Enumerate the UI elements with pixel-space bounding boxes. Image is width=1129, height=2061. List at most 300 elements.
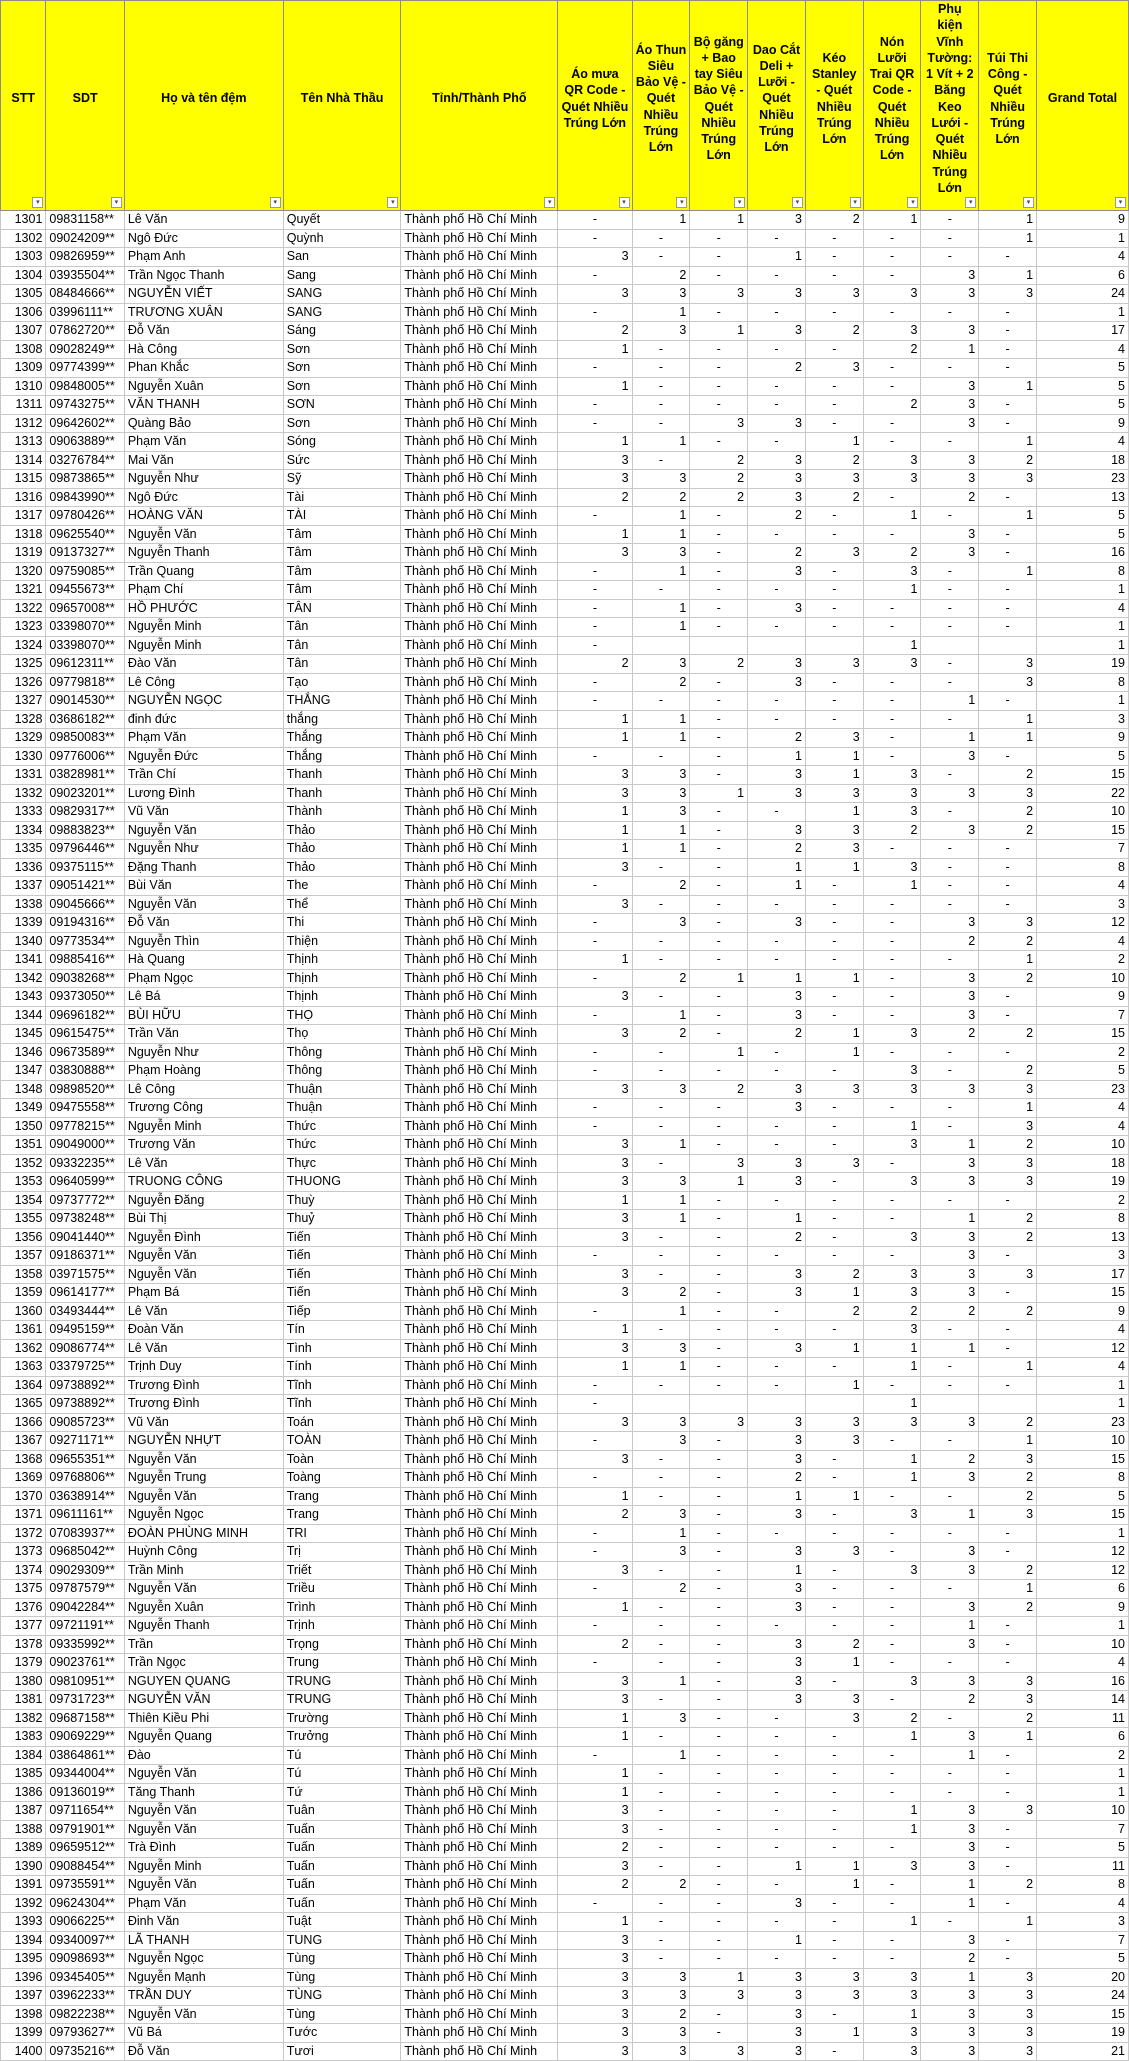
table-cell: 3	[558, 470, 632, 489]
table-cell: 1322	[1, 599, 46, 618]
table-cell: 5	[1037, 747, 1129, 766]
table-cell: 2	[863, 544, 921, 563]
table-cell: Đỗ Văn	[124, 2042, 283, 2061]
filter-dropdown-icon[interactable]: ▾	[792, 197, 803, 208]
table-cell: -	[558, 673, 632, 692]
table-cell: 09023201**	[46, 784, 124, 803]
table-cell: Thành phố Hồ Chí Minh	[401, 248, 558, 267]
table-cell: -	[805, 1062, 863, 1081]
table-cell: -	[805, 914, 863, 933]
table-row	[1, 1524, 1129, 1543]
table-cell: Thành phố Hồ Chí Minh	[401, 932, 558, 951]
table-cell: -	[748, 1043, 806, 1062]
table-cell: 1	[863, 1820, 921, 1839]
table-cell: 3	[805, 1432, 863, 1451]
table-cell: 1	[558, 803, 632, 822]
filter-dropdown-icon[interactable]: ▾	[907, 197, 918, 208]
table-cell: -	[921, 1321, 979, 1340]
table-cell: 1	[863, 581, 921, 600]
table-row	[1, 211, 1129, 230]
table-row	[1, 1154, 1129, 1173]
table-cell: 1380	[1, 1672, 46, 1691]
table-cell: Thành phố Hồ Chí Minh	[401, 1321, 558, 1340]
table-cell: 3	[921, 784, 979, 803]
table-cell	[748, 1395, 806, 1414]
table-cell: -	[632, 1561, 690, 1580]
table-cell: 2	[921, 1302, 979, 1321]
table-cell: Tâm	[283, 562, 401, 581]
table-cell: 1	[805, 969, 863, 988]
filter-dropdown-icon[interactable]: ▾	[734, 197, 745, 208]
table-cell: 2	[558, 322, 632, 341]
table-cell: Thông	[283, 1062, 401, 1081]
table-cell: 3	[558, 1987, 632, 2006]
table-cell: Trương Văn	[124, 1136, 283, 1155]
table-cell: 09735591**	[46, 1876, 124, 1895]
table-cell: TOÀN	[283, 1432, 401, 1451]
table-cell: Phạm Văn	[124, 433, 283, 452]
table-cell: -	[921, 1432, 979, 1451]
table-cell: 09883823**	[46, 821, 124, 840]
table-cell: 3	[863, 1672, 921, 1691]
table-cell: Nguyễn Thanh	[124, 544, 283, 563]
table-cell: -	[690, 821, 748, 840]
table-cell: 09768806**	[46, 1469, 124, 1488]
table-row	[1, 488, 1129, 507]
table-cell: 3	[979, 1691, 1037, 1710]
table-cell: 1336	[1, 858, 46, 877]
table-cell: 1	[558, 1765, 632, 1784]
table-cell: 2	[632, 1580, 690, 1599]
table-cell: 09136019**	[46, 1783, 124, 1802]
filter-dropdown-icon[interactable]: ▾	[850, 197, 861, 208]
table-cell: Thành phố Hồ Chí Minh	[401, 1709, 558, 1728]
table-cell: 1399	[1, 2024, 46, 2043]
table-cell: -	[863, 1635, 921, 1654]
table-cell: 22	[1037, 784, 1129, 803]
table-cell: -	[921, 303, 979, 322]
table-cell: 1361	[1, 1321, 46, 1340]
table-cell: 1	[1037, 1617, 1129, 1636]
table-cell: -	[805, 988, 863, 1007]
table-cell: 1341	[1, 951, 46, 970]
filter-dropdown-icon[interactable]: ▾	[270, 197, 281, 208]
table-cell: 3	[863, 2024, 921, 2043]
table-row	[1, 655, 1129, 674]
table-cell: 15	[1037, 1284, 1129, 1303]
table-cell: Nguyễn Văn	[124, 895, 283, 914]
table-cell: Toàn	[283, 1450, 401, 1469]
table-cell: 3	[921, 377, 979, 396]
table-cell: -	[690, 2005, 748, 2024]
table-cell: Thành phố Hồ Chí Minh	[401, 414, 558, 433]
table-cell: Thành phố Hồ Chí Minh	[401, 1043, 558, 1062]
table-cell: 1	[632, 525, 690, 544]
table-cell: -	[632, 1728, 690, 1747]
table-cell: 3	[558, 544, 632, 563]
table-cell: 3	[558, 1136, 632, 1155]
table-cell: -	[805, 562, 863, 581]
table-cell: Phạm Văn	[124, 729, 283, 748]
table-cell: 1381	[1, 1691, 46, 1710]
table-cell: 1359	[1, 1284, 46, 1303]
table-cell: -	[690, 1487, 748, 1506]
table-cell: Nguyễn Văn	[124, 2005, 283, 2024]
table-cell: Sơn	[283, 414, 401, 433]
table-cell: Thành phố Hồ Chí Minh	[401, 377, 558, 396]
table-cell: 1398	[1, 2005, 46, 2024]
table-cell: -	[863, 377, 921, 396]
table-cell: -	[748, 618, 806, 637]
table-cell: 1304	[1, 266, 46, 285]
column-header	[46, 1, 124, 211]
table-row	[1, 1210, 1129, 1229]
table-cell: -	[979, 1617, 1037, 1636]
table-cell: -	[558, 562, 632, 581]
table-cell: 1309	[1, 359, 46, 378]
table-cell: -	[863, 1099, 921, 1118]
table-cell: 3	[863, 451, 921, 470]
table-cell: Thành phố Hồ Chí Minh	[401, 1062, 558, 1081]
table-cell: 1	[921, 1136, 979, 1155]
filter-dropdown-icon[interactable]: ▾	[619, 197, 630, 208]
table-cell: Thành phố Hồ Chí Minh	[401, 1524, 558, 1543]
table-cell: Nguyễn Thìn	[124, 932, 283, 951]
table-cell: 1	[632, 507, 690, 526]
column-header-label: Kéo Stanley - Quét Nhiều Trúng Lớn	[812, 50, 857, 146]
table-cell: 3	[921, 1413, 979, 1432]
table-row	[1, 673, 1129, 692]
table-cell: -	[690, 692, 748, 711]
table-cell: Thuỳ	[283, 1191, 401, 1210]
table-cell: -	[748, 1191, 806, 1210]
table-cell: -	[805, 1006, 863, 1025]
table-cell: -	[863, 1006, 921, 1025]
table-cell: 03276784**	[46, 451, 124, 470]
table-cell: 09848005**	[46, 377, 124, 396]
table-cell: 3	[558, 1265, 632, 1284]
table-cell: 09088454**	[46, 1857, 124, 1876]
table-cell: San	[283, 248, 401, 267]
table-cell: 3	[748, 285, 806, 304]
table-cell: -	[558, 359, 632, 378]
table-cell: Thành phố Hồ Chí Minh	[401, 1450, 558, 1469]
table-cell: 3	[863, 1136, 921, 1155]
table-cell: 17	[1037, 322, 1129, 341]
table-cell: Lương Đình	[124, 784, 283, 803]
table-cell: -	[558, 1376, 632, 1395]
table-cell: 1331	[1, 766, 46, 785]
table-cell: 1	[558, 1709, 632, 1728]
table-cell: -	[558, 266, 632, 285]
table-cell: 2	[748, 1469, 806, 1488]
table-cell: 1	[805, 1284, 863, 1303]
table-row	[1, 544, 1129, 563]
table-cell: Thành phố Hồ Chí Minh	[401, 1654, 558, 1673]
table-cell: 1	[863, 507, 921, 526]
table-cell: 09049000**	[46, 1136, 124, 1155]
table-body	[1, 211, 1129, 2061]
table-cell: 1	[863, 877, 921, 896]
table-cell: -	[805, 303, 863, 322]
filter-dropdown-icon[interactable]: ▾	[965, 197, 976, 208]
table-cell: 1383	[1, 1728, 46, 1747]
table-cell: -	[805, 525, 863, 544]
table-cell: Thành phố Hồ Chí Minh	[401, 784, 558, 803]
table-cell: 1351	[1, 1136, 46, 1155]
filter-dropdown-icon[interactable]: ▾	[1115, 197, 1126, 208]
table-cell: -	[863, 618, 921, 637]
table-cell: -	[632, 1247, 690, 1266]
table-cell: 23	[1037, 1413, 1129, 1432]
table-cell: -	[558, 1524, 632, 1543]
table-cell: Thành phố Hồ Chí Minh	[401, 396, 558, 415]
table-cell: 1395	[1, 1950, 46, 1969]
table-cell: 2	[690, 1080, 748, 1099]
table-cell: 3	[921, 747, 979, 766]
table-cell: 2	[921, 1025, 979, 1044]
table-cell: 2	[921, 932, 979, 951]
table-cell: -	[805, 895, 863, 914]
table-cell: -	[805, 1136, 863, 1155]
table-cell: -	[690, 729, 748, 748]
table-cell: 3	[863, 1968, 921, 1987]
table-cell: Tĩnh	[283, 1376, 401, 1395]
table-cell: Sáng	[283, 322, 401, 341]
table-cell: -	[558, 618, 632, 637]
table-cell: -	[805, 414, 863, 433]
table-cell: 09711654**	[46, 1802, 124, 1821]
table-cell: -	[863, 1876, 921, 1895]
table-cell: Tiến	[283, 1265, 401, 1284]
table-cell: Trình	[283, 1598, 401, 1617]
table-cell: 3	[558, 1802, 632, 1821]
table-cell: -	[805, 340, 863, 359]
table-cell: -	[921, 1783, 979, 1802]
table-cell: 1	[805, 1025, 863, 1044]
table-cell: -	[921, 1524, 979, 1543]
table-cell: 09759085**	[46, 562, 124, 581]
table-cell: 3	[558, 1561, 632, 1580]
table-cell: 1	[863, 1339, 921, 1358]
table-cell: 3	[921, 1173, 979, 1192]
table-cell: 1	[632, 211, 690, 230]
table-cell: 09796446**	[46, 840, 124, 859]
table-cell: -	[805, 1358, 863, 1377]
table-cell: -	[748, 1062, 806, 1081]
table-cell: Thành phố Hồ Chí Minh	[401, 266, 558, 285]
filter-dropdown-icon[interactable]: ▾	[544, 197, 555, 208]
table-cell: -	[748, 692, 806, 711]
filter-dropdown-icon[interactable]: ▾	[676, 197, 687, 208]
table-cell: -	[921, 562, 979, 581]
table-cell: 2	[748, 729, 806, 748]
table-cell: 3	[921, 1635, 979, 1654]
table-cell: 3	[805, 1080, 863, 1099]
table-cell: 09738892**	[46, 1376, 124, 1395]
table-cell: -	[921, 1487, 979, 1506]
table-cell: Phan Khắc	[124, 359, 283, 378]
table-cell: -	[558, 414, 632, 433]
table-cell: Toàng	[283, 1469, 401, 1488]
table-cell: -	[748, 1839, 806, 1858]
table-cell: 3	[863, 766, 921, 785]
table-cell: -	[690, 1321, 748, 1340]
table-cell: 3	[632, 766, 690, 785]
table-cell: 2	[979, 1709, 1037, 1728]
column-header-label: Dao Cắt Deli + Lưỡi - Quét Nhiều Trúng Lớn	[752, 42, 801, 155]
table-cell: 07862720**	[46, 322, 124, 341]
table-cell: 3	[558, 451, 632, 470]
table-cell: -	[690, 229, 748, 248]
table-cell: 09735216**	[46, 2042, 124, 2061]
table-cell: 2	[979, 1228, 1037, 1247]
table-cell: 1	[979, 729, 1037, 748]
table-cell: 3	[921, 1154, 979, 1173]
table-cell: -	[558, 692, 632, 711]
table-cell: 3	[632, 1968, 690, 1987]
table-cell: 3	[921, 525, 979, 544]
table-cell: Thành phố Hồ Chí Minh	[401, 1210, 558, 1229]
column-header	[124, 1, 283, 211]
table-cell: 1	[690, 1173, 748, 1192]
table-row	[1, 1487, 1129, 1506]
table-cell: Phạm Ngọc	[124, 969, 283, 988]
table-cell: 1315	[1, 470, 46, 489]
table-cell: 3	[921, 285, 979, 304]
filter-dropdown-icon[interactable]: ▾	[111, 197, 122, 208]
table-cell: 3	[748, 2024, 806, 2043]
table-cell: -	[690, 1561, 748, 1580]
table-cell: 3	[748, 322, 806, 341]
table-cell: -	[979, 1950, 1037, 1969]
table-cell: Thành phố Hồ Chí Minh	[401, 1543, 558, 1562]
table-cell: 17	[1037, 1265, 1129, 1284]
table-cell: 3	[748, 1635, 806, 1654]
table-cell: 1344	[1, 1006, 46, 1025]
table-cell: -	[558, 1006, 632, 1025]
table-cell: 1	[805, 1376, 863, 1395]
table-cell: 1	[632, 1136, 690, 1155]
table-cell: -	[632, 895, 690, 914]
table-cell: 3	[921, 2042, 979, 2061]
table-cell: 5	[1037, 1839, 1129, 1858]
table-cell: Nguyễn Ngọc	[124, 1506, 283, 1525]
table-cell: 1	[748, 1487, 806, 1506]
table-cell: Trần Ngọc Thanh	[124, 266, 283, 285]
filter-dropdown-icon[interactable]: ▾	[32, 197, 43, 208]
table-cell: 3	[748, 451, 806, 470]
table-cell: 3	[690, 285, 748, 304]
table-cell: 3	[921, 914, 979, 933]
table-cell: 1342	[1, 969, 46, 988]
table-cell: -	[690, 1931, 748, 1950]
table-cell: -	[632, 1950, 690, 1969]
filter-dropdown-icon[interactable]: ▾	[1023, 197, 1034, 208]
table-cell: Thành phố Hồ Chí Minh	[401, 951, 558, 970]
table-row	[1, 1450, 1129, 1469]
table-cell: -	[558, 599, 632, 618]
table-cell: 3	[921, 2024, 979, 2043]
table-cell: 09042284**	[46, 1598, 124, 1617]
table-cell: 09640599**	[46, 1173, 124, 1192]
table-cell: Thành phố Hồ Chí Minh	[401, 2024, 558, 2043]
table-cell: 3	[748, 1339, 806, 1358]
table-cell: Tuân	[283, 1802, 401, 1821]
table-cell: -	[632, 1839, 690, 1858]
table-cell: Sơn	[283, 377, 401, 396]
table-cell: 6	[1037, 266, 1129, 285]
filter-dropdown-icon[interactable]: ▾	[387, 197, 398, 208]
table-row	[1, 1728, 1129, 1747]
table-cell: 09335992**	[46, 1635, 124, 1654]
table-cell: Tín	[283, 1321, 401, 1340]
table-cell: 1	[558, 340, 632, 359]
table-cell: -	[805, 1506, 863, 1525]
table-cell	[979, 636, 1037, 655]
column-header-label: Áo mưa QR Code - Quét Nhiều Trúng Lớn	[561, 67, 629, 130]
table-cell: -	[690, 1857, 748, 1876]
column-header	[632, 1, 690, 211]
table-cell: Thành phố Hồ Chí Minh	[401, 1783, 558, 1802]
table-cell: 1324	[1, 636, 46, 655]
table-cell: Thành phố Hồ Chí Minh	[401, 340, 558, 359]
table-cell: 1	[632, 1672, 690, 1691]
column-header	[558, 1, 632, 211]
table-cell: -	[805, 1617, 863, 1636]
table-row	[1, 599, 1129, 618]
table-cell: Trần Văn	[124, 1025, 283, 1044]
table-cell: Huỳnh Công	[124, 1543, 283, 1562]
table-cell: 2	[805, 451, 863, 470]
table-cell: 1311	[1, 396, 46, 415]
table-cell: Thành phố Hồ Chí Minh	[401, 1432, 558, 1451]
table-row	[1, 1284, 1129, 1303]
table-cell: 2	[748, 507, 806, 526]
table-cell: 1378	[1, 1635, 46, 1654]
table-cell: 2	[979, 821, 1037, 840]
table-cell: 1321	[1, 581, 46, 600]
table-row	[1, 858, 1129, 877]
table-row	[1, 895, 1129, 914]
table-cell: -	[690, 1839, 748, 1858]
table-cell: -	[690, 1728, 748, 1747]
table-cell: -	[632, 951, 690, 970]
table-row	[1, 1136, 1129, 1155]
table-cell: HỒ PHƯỚC	[124, 599, 283, 618]
table-cell: -	[979, 1191, 1037, 1210]
table-cell: Thành phố Hồ Chí Minh	[401, 914, 558, 933]
table-cell: Thành phố Hồ Chí Minh	[401, 507, 558, 526]
table-row	[1, 451, 1129, 470]
table-cell: 10	[1037, 803, 1129, 822]
table-row	[1, 988, 1129, 1007]
table-cell: 2	[748, 840, 806, 859]
table-cell: -	[805, 1247, 863, 1266]
table-cell: -	[863, 1931, 921, 1950]
table-cell: 1	[921, 1506, 979, 1525]
table-cell: -	[690, 895, 748, 914]
table-cell: 3	[805, 784, 863, 803]
table-cell: 3	[748, 1265, 806, 1284]
table-cell: 3	[805, 359, 863, 378]
table-cell: 2	[805, 1302, 863, 1321]
table-cell: -	[558, 1894, 632, 1913]
table-cell: -	[979, 1524, 1037, 1543]
table-cell: 3	[805, 1709, 863, 1728]
table-cell: 19	[1037, 1173, 1129, 1192]
table-cell: 3	[921, 1228, 979, 1247]
